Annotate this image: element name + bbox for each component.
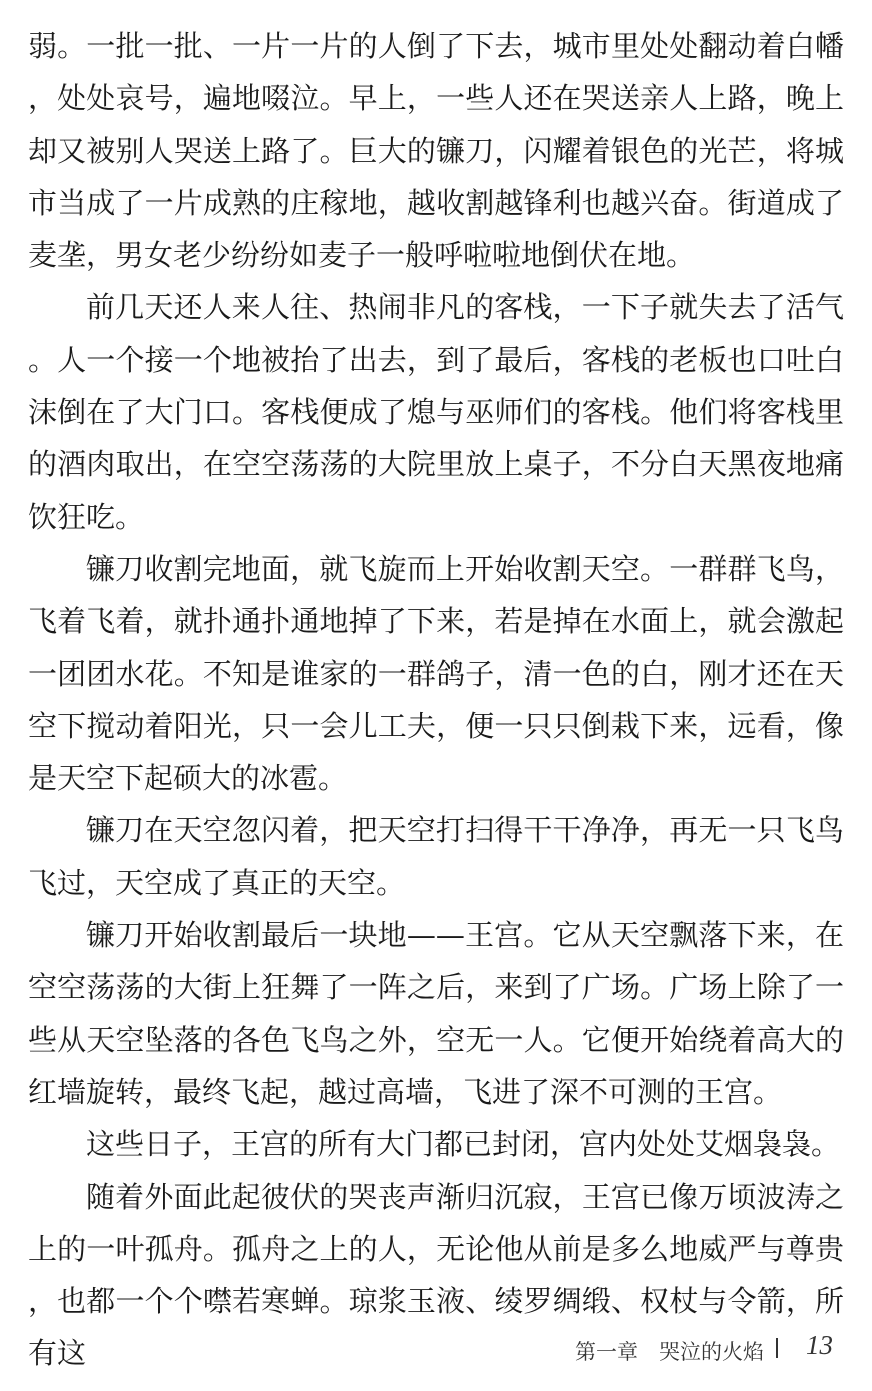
body-text <box>28 20 844 1380</box>
paragraph-continued: 弱。一批一批、一片一片的人倒了下去，城市里处处翻动着白幡，处处哀号，遍地啜泣。早上，一些人还在哭送亲人上路，晚上却又被别人哭送上路了。巨大的镰刀，闪耀着银色的光芒，将城市当成了一片成熟的庄稼地，越收割越锋利也越兴奋。街道成了麦垄，男女老少纷纷如麦子一般呼啦啦地倒伏在地。 <box>28 29 844 273</box>
paragraph: 镰刀收割完地面，就飞旋而上开始收割天空。一群群飞鸟，飞着飞着，就扑通扑通地掉了下来，若是掉在水面上，就会激起一团团水花。不知是谁家的一群鸽子，清一色的白，刚才还在天空下搅动着阳光，只一会儿工夫，便一只只倒栽下来，远看，像是天空下起硕大的冰雹。 <box>28 551 844 796</box>
paragraph: 镰刀开始收割最后一块地——王宫。它从天空飘落下来，在空空荡荡的大街上狂舞了一阵之后，来到了广场。广场上除了一些从天空坠落的各色飞鸟之外，空无一人。它便开始绕着高大的红墙旋转，最终飞起，越过高墙，飞进了深不可测的王宫。 <box>28 918 844 1109</box>
footer-divider <box>776 1338 778 1358</box>
paragraph: 随着外面此起彼伏的哭丧声渐归沉寂，王宫已像万顷波涛之上的一叶孤舟。孤舟之上的人，无论他从前是多么地威严与尊贵，也都一个个噤若寒蝉。琼浆玉液、绫罗绸缎、权杖与令箭，所有这 <box>28 1179 844 1371</box>
running-footer <box>0 1326 872 1366</box>
chapter-title: 第一章 哭泣的火焰 <box>575 1340 764 1364</box>
paragraph: 前几天还人来人往、热闹非凡的客栈，一下子就失去了活气。人一个接一个地被抬了出去，到了最后，客栈的老板也口吐白沫倒在了大门口。客栈便成了熄与巫师们的客栈。他们将客栈里的酒肉取出，在空空荡荡的大院里放上桌子，不分白天黑夜地痛饮狂吃。 <box>28 290 844 534</box>
paragraph: 这些日子，王宫的所有大门都已封闭，宫内处处艾烟袅袅。 <box>86 1127 841 1162</box>
page-number: 13 <box>806 1330 833 1360</box>
paragraph: 镰刀在天空忽闪着，把天空打扫得干干净净，再无一只飞鸟飞过，天空成了真正的天空。 <box>28 813 844 900</box>
